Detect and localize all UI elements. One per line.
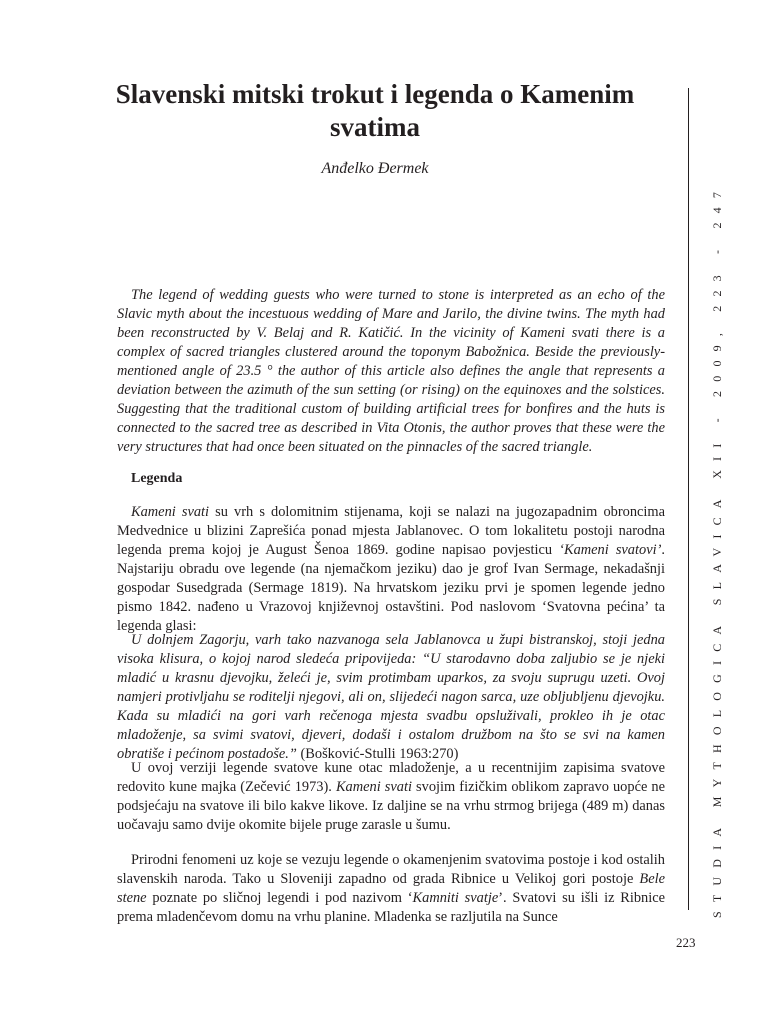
paragraph-text: . Najstariju obradu ove legende (na njemačkom jeziku) dao je grof Ivan Sermage, nekadašnji gospodar Susedgrada (Sermage 1819). Na hrvatskom jeziku prvi je spomen legende jedno pismo 1842. nađeno u Vrazovoj književnoj ostavštini. Pod naslovom ‘Svatovna pećina’ ta legenda glasi: <box>117 542 665 634</box>
journal-spine-title: STUDIA MYTHOLOGICA SLAVICA XII - 2009, 223 - 247 <box>710 182 724 918</box>
legend-quotation <box>117 631 665 764</box>
quotation-text: U dolnjem Zagorju, varh tako nazvanoga sela Jablanovca u župi bistranskoj, stoji jedna visoka klisura, o kojoj narod sledeća pripovijeda: “U starodavno doba zaljubio se je njeki mladić u krasnu djevojku, želeći je, svim protimbam uparkos, za svoju suprugu uzeti. Ovoj namjeri protivljahu se roditelji njegovi, ali on, slijedeći nagon sarca, uze obljubljenu djevojku. Kada su mladići na gori varh rečenoga mjesta svadbu opsluživali, prokleo ih je otac mladoženje, sa svimi svatovi, djeveri, dodaši i ostalom družbom na što se svi na kamen obratiše i pećinom postadoše.” <box>117 632 665 762</box>
author-name: Anđelko Đermek <box>321 160 429 177</box>
article-title: Slavenski mitski trokut i legenda o Kamenim svatima <box>115 79 635 142</box>
body-paragraph-3 <box>117 851 665 927</box>
italic-title-reference: ‘Kameni svatovi’ <box>559 542 662 558</box>
body-paragraph-2 <box>117 759 665 835</box>
paragraph-text: ’. Svatovi su išli iz Ribnice prema mladenčevom domu na vrhu planine. Mladenka se razljutila na Sunce <box>117 890 665 925</box>
italic-term: Kameni svati <box>335 779 412 795</box>
paragraph-text: Prirodni fenomeni uz koje se vezuju legende o okamenjenim svatovima postoje i kod ostalih slavenskih naroda. Tako u Sloveniji zapadno od grada Ribnice u Velikoj gori postoje <box>117 852 665 887</box>
body-paragraph-1 <box>117 503 665 636</box>
paragraph-text: su vrh s dolomitnim stijenama, koji se nalazi na jugozapadnim obroncima Medvednice u blizini Zaprešića ponad mjesta Jablanovec. O tom lokalitetu postoji narodna legenda prema kojoj je August Šenoa 1869. godine napisao povjesticu <box>117 504 665 558</box>
italic-term: Kameni svati <box>131 504 210 520</box>
vertical-divider <box>688 88 689 910</box>
paragraph-text: poznate po sličnoj legendi i pod nazivom ‘ <box>146 890 413 906</box>
italic-term: Bele stene <box>117 871 665 906</box>
abstract: The legend of wedding guests who were turned to stone is interpreted as an echo of the Slavic myth about the incestuous wedding of Mare and Jarilo, the divine twins. The myth had been reconstructed by V. Belaj and R. Katičić. In the vicinity of Kameni svati there is a complex of sacred triangles clustered around the toponym Babožnica. Beside the previously-mentioned angle of 23.5 ° the author of this article also defines the angle that represents a deviation between the azimuth of the sun setting (or rising) on the equinoxes and the solstices. Suggesting that the traditional custom of building artificial trees for bonfires and the huts is connected to the sacred tree as described in Vita Otonis, the author proves that these were the very structures that had once been situated on the pinnacles of the sacred triangle. <box>117 287 665 455</box>
page-number: 223 <box>676 935 696 950</box>
italic-term: Kamniti svatje <box>412 890 499 906</box>
paragraph-text: U ovoj verziji legende svatove kune otac mladoženje, a u recentnijim zapisima svatove redovito kune majka (Zečević 1973). <box>117 760 665 795</box>
section-heading: Legenda <box>131 471 183 486</box>
quotation-citation: (Bošković-Stulli 1963:270) <box>296 746 459 762</box>
paragraph-text: svojim fizičkim oblikom zapravo uopće ne podsjećaju na svatove ili bilo kakve likove. Iz daljine se na vrhu strmog brijega (489 m) danas uočavaju samo dvije okomite bijele pruge zarasle u šumu. <box>117 779 666 833</box>
